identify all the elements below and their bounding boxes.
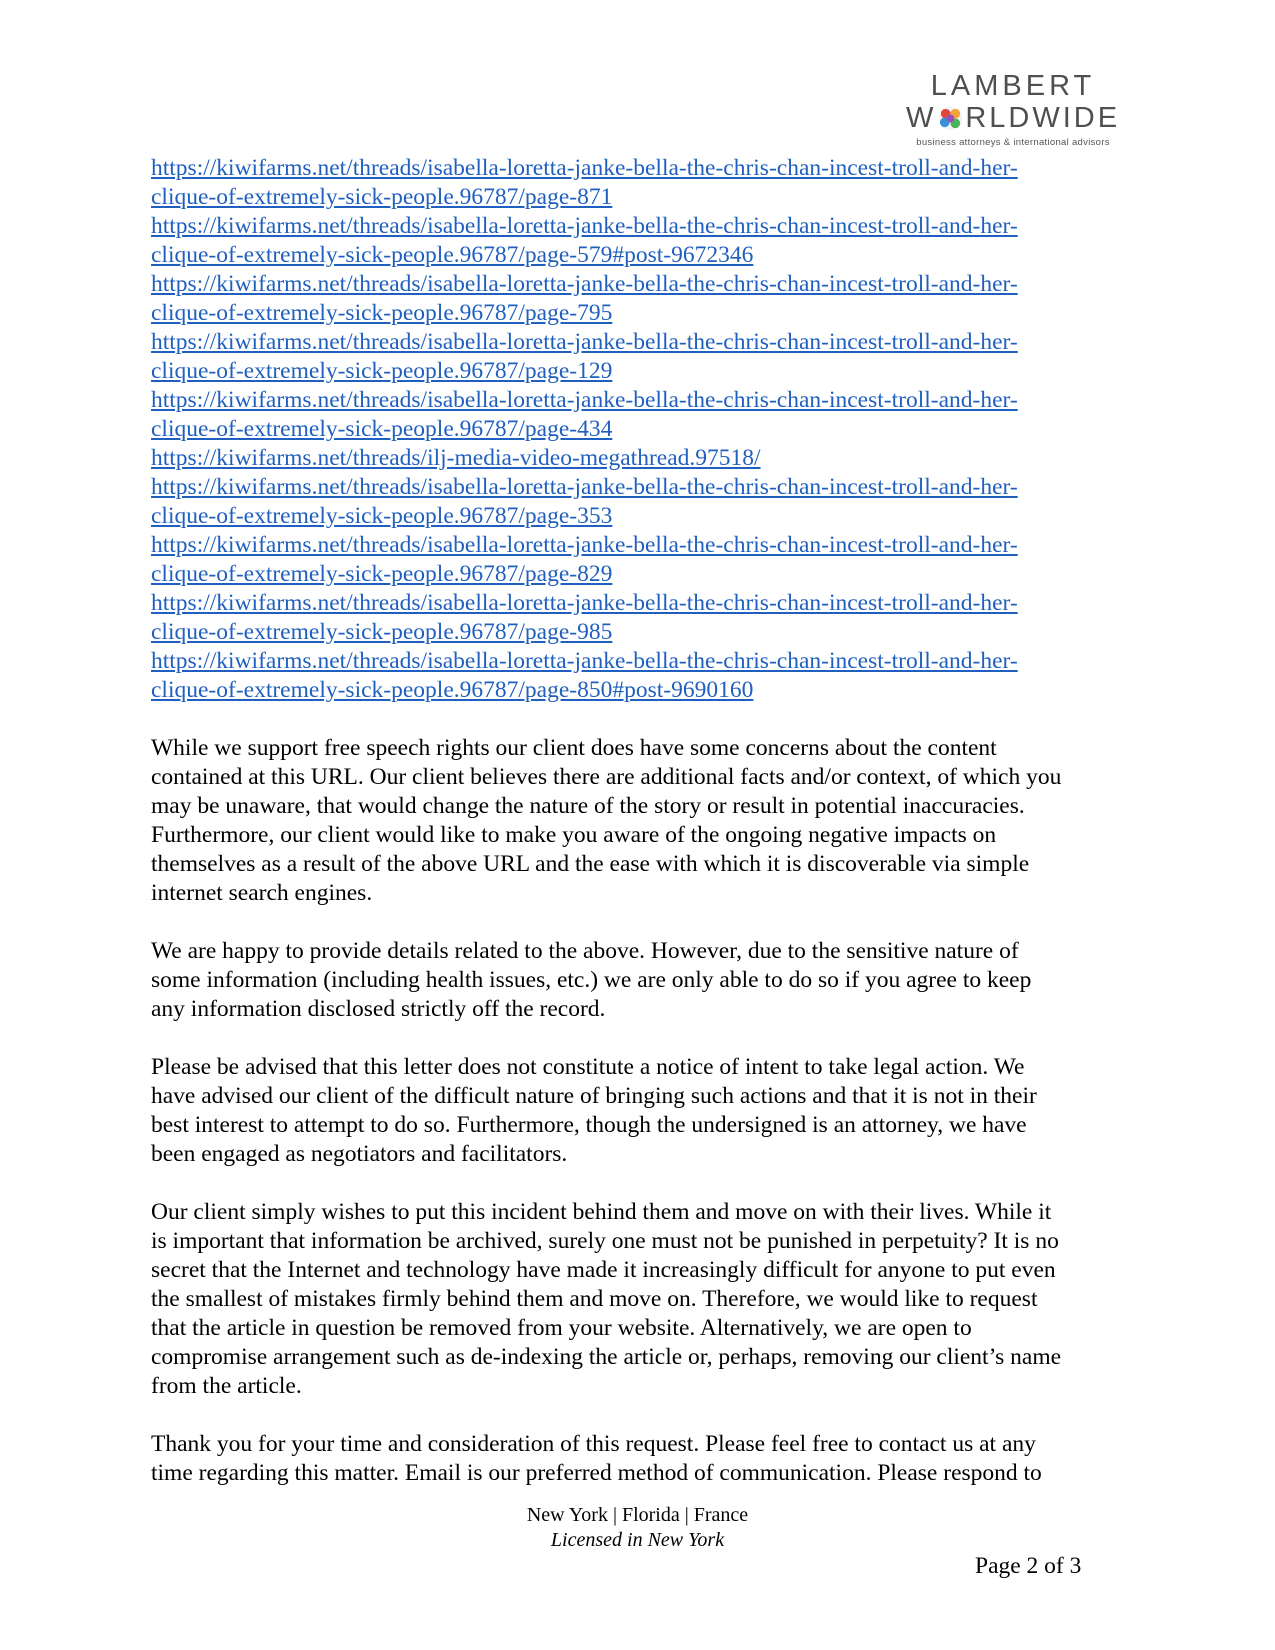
logo-line-1: LAMBERT — [930, 70, 1096, 102]
footer-license: Licensed in New York — [550, 1529, 725, 1551]
url-item — [151, 647, 1136, 705]
firm-logo — [898, 70, 1128, 148]
page-footer — [0, 1503, 1275, 1553]
paragraph-concerns: While we support free speech rights our client does have some concerns about the content contained at this URL. Our client believes there are additional facts and/or context, of which you may be unaware, that would change the nature of the story or result in potential inaccuracies. Furthermore, our client would like to make you aware of the ongoing negative impacts on themselves as a result of the above URL and the ease with which it is discoverable via simple internet search engines. — [151, 735, 1062, 906]
url-item — [151, 270, 1136, 328]
url-link[interactable]: https://kiwifarms.net/threads/isabella-loretta-janke-bella-the-chris-chan-incest-troll-and-her- clique-of-extremely-sick-people.96787/page-353 — [151, 474, 1018, 529]
url-link[interactable]: https://kiwifarms.net/threads/isabella-loretta-janke-bella-the-chris-chan-incest-troll-and-her- clique-of-extremely-sick-people.96787/page-434 — [151, 387, 1018, 442]
url-link[interactable]: https://kiwifarms.net/threads/isabella-loretta-janke-bella-the-chris-chan-incest-troll-and-her- clique-of-extremely-sick-people.96787/page-829 — [151, 532, 1018, 587]
url-item — [151, 154, 1136, 212]
page-number: Page 2 of 3 — [975, 1553, 1082, 1579]
logo-line-2-left: W — [905, 102, 937, 134]
url-link[interactable]: https://kiwifarms.net/threads/isabella-loretta-janke-bella-the-chris-chan-incest-troll-and-her- clique-of-extremely-sick-people.96787/page-850#post-9690160 — [151, 648, 1018, 703]
url-link[interactable]: https://kiwifarms.net/threads/isabella-loretta-janke-bella-the-chris-chan-incest-troll-and-her- clique-of-extremely-sick-people.96787/page-129 — [151, 329, 1018, 384]
url-item — [151, 589, 1136, 647]
url-item — [151, 444, 1136, 473]
url-item — [151, 473, 1136, 531]
url-link[interactable]: https://kiwifarms.net/threads/isabella-loretta-janke-bella-the-chris-chan-incest-troll-and-her- clique-of-extremely-sick-people.96787/page-985 — [151, 590, 1018, 645]
globe-icon — [937, 105, 964, 132]
footer-locations: New York | Florida | France — [526, 1504, 749, 1526]
paragraph-legal-notice: Please be advised that this letter does not constitute a notice of intent to take legal action. We have advised our client of the difficult nature of bringing such actions and that it is not in their best interest to attempt to do so. Furthermore, though the undersigned is an attorney, we have been engaged as negotiators and facilitators. — [151, 1054, 1037, 1167]
letter-body — [151, 154, 1136, 1488]
paragraph-request: Our client simply wishes to put this incident behind them and move on with their lives. While it is important that information be archived, surely one must not be punished in perpetuity? It is no secret that the Internet and technology have made it increasingly difficult for anyone to put even the smallest of mistakes firmly behind them and move on. Therefore, we would like to request that the article in question be removed from your website. Alternatively, we are open to compromise arrangement such as de-indexing the article or, perhaps, removing our client’s name from the article. — [151, 1199, 1062, 1399]
url-link[interactable]: https://kiwifarms.net/threads/isabella-loretta-janke-bella-the-chris-chan-incest-troll-and-her- clique-of-extremely-sick-people.96787/page-795 — [151, 271, 1018, 326]
url-link[interactable]: https://kiwifarms.net/threads/isabella-loretta-janke-bella-the-chris-chan-incest-troll-and-her- clique-of-extremely-sick-people.96787/page-579#post-9672346 — [151, 213, 1018, 268]
logo-line-2 — [898, 102, 1128, 134]
url-list — [151, 154, 1136, 705]
url-item — [151, 328, 1136, 386]
url-item — [151, 386, 1136, 444]
paragraph-details: We are happy to provide details related to the above. However, due to the sensitive nature of some information (including health issues, etc.) we are only able to do so if you agree to keep any information disclosed strictly off the record. — [151, 938, 1032, 1022]
logo-tagline: business attorneys & international advisors — [916, 137, 1110, 148]
url-item — [151, 531, 1136, 589]
paragraph-closing: Thank you for your time and consideration of this request. Please feel free to contact us at any time regarding this matter. Email is our preferred method of communication. Please respond to — [151, 1431, 1042, 1486]
url-item — [151, 212, 1136, 270]
url-link[interactable]: https://kiwifarms.net/threads/isabella-loretta-janke-bella-the-chris-chan-incest-troll-and-her- clique-of-extremely-sick-people.96787/page-871 — [151, 155, 1018, 210]
logo-line-2-right: RLDWIDE — [965, 102, 1121, 134]
url-link[interactable]: https://kiwifarms.net/threads/ilj-media-video-megathread.97518/ — [151, 445, 761, 471]
